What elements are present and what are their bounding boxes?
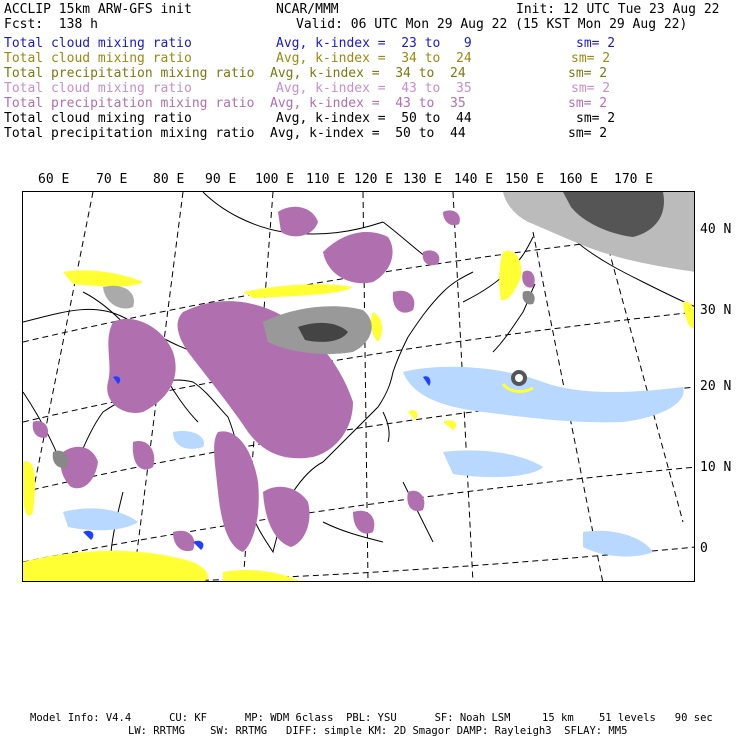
lon-label: 160 E [559,172,599,187]
lon-label: 140 E [454,172,494,187]
legend-stat-7: Avg, k-index = 50 to 44 [270,126,466,141]
lon-label: 100 E [255,172,295,187]
map-title: ACCLIP 15km ARW-GFS init [4,2,192,17]
lon-label: 130 E [403,172,443,187]
legend-stat-2: Avg, k-index = 34 to 24 [276,51,472,66]
lon-label: 80 E [153,172,185,187]
legend-stat-5: Avg, k-index = 43 to 35 [270,96,466,111]
lon-label: 70 E [96,172,128,187]
lon-label: 170 E [614,172,654,187]
legend-label-4: Total cloud mixing ratio [4,81,192,96]
legend-sm-4: sm= 2 [571,81,611,96]
legend-label-7: Total precipitation mixing ratio [4,126,255,141]
lat-label: 0 [700,541,708,556]
lat-label: 30 N [700,303,732,318]
forecast-hour: Fcst: 138 h [4,17,98,32]
legend-label-5: Total precipitation mixing ratio [4,96,255,111]
model-info-line-1: Model Info: V4.4 CU: KF MP: WDM 6class PBL: YSU SF: Noah LSM 15 km 51 levels 90 sec [30,712,713,724]
valid-time: Valid: 06 UTC Mon 29 Aug 22 (15 KST Mon 29 Aug 22) [296,17,688,32]
lon-label: 90 E [205,172,237,187]
lat-label: 40 N [700,222,732,237]
legend-sm-2: sm= 2 [571,51,611,66]
map-panel [22,191,695,582]
lat-label: 20 N [700,379,732,394]
legend-label-1: Total cloud mixing ratio [4,36,192,51]
legend-stat-4: Avg, k-index = 43 to 35 [276,81,472,96]
lon-label: 110 E [306,172,346,187]
legend-label-3: Total precipitation mixing ratio [4,66,255,81]
legend-label-2: Total cloud mixing ratio [4,51,192,66]
model-info-line-2: LW: RRTMG SW: RRTMG DIFF: simple KM: 2D Smagor DAMP: Rayleigh3 SFLAY: MM5 [128,725,628,737]
legend-sm-6: sm= 2 [576,111,616,126]
center-label: NCAR/MMM [276,2,339,17]
legend-stat-3: Avg, k-index = 34 to 24 [270,66,466,81]
legend-stat-1: Avg, k-index = 23 to 9 [276,36,472,51]
lon-label: 60 E [38,172,70,187]
legend-stat-6: Avg, k-index = 50 to 44 [276,111,472,126]
map-canvas [23,192,695,582]
lat-label: 10 N [700,460,732,475]
legend-sm-7: sm= 2 [568,126,608,141]
lon-label: 150 E [505,172,545,187]
init-time: Init: 12 UTC Tue 23 Aug 22 [516,2,720,17]
legend-label-6: Total cloud mixing ratio [4,111,192,126]
legend-sm-3: sm= 2 [568,66,608,81]
legend-sm-1: sm= 2 [576,36,616,51]
legend-sm-5: sm= 2 [568,96,608,111]
lon-label: 120 E [354,172,394,187]
